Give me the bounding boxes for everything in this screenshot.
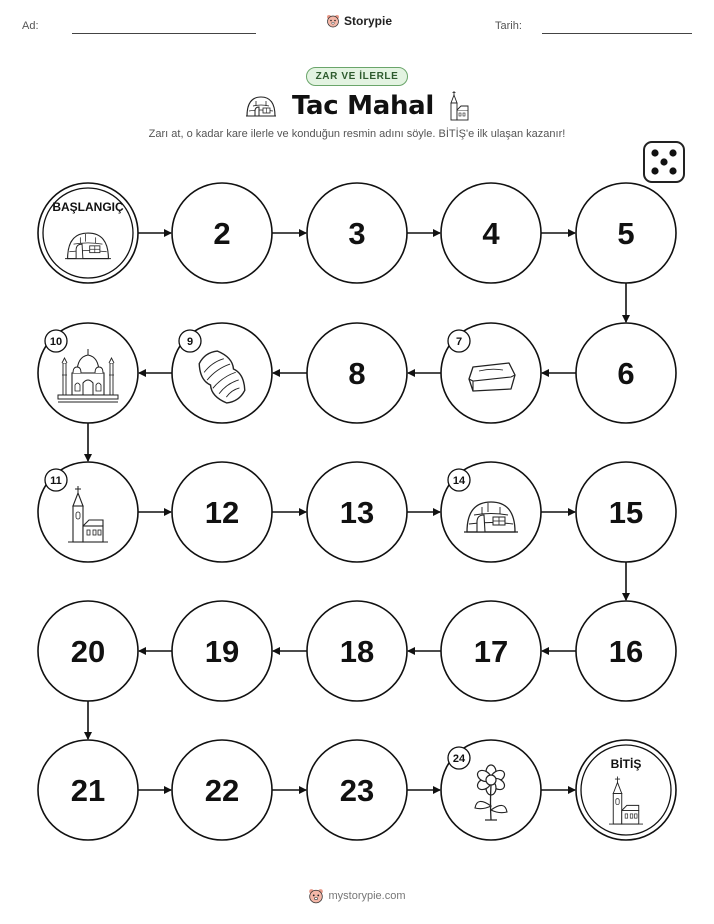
square-number: 10 bbox=[49, 336, 63, 348]
board-square-24[interactable] bbox=[441, 740, 541, 840]
square-number: 14 bbox=[452, 475, 466, 487]
square-number: 11 bbox=[50, 475, 62, 487]
square-number: 21 bbox=[70, 773, 106, 808]
square-number: 3 bbox=[348, 216, 366, 251]
square-number: 8 bbox=[348, 356, 366, 391]
square-number: 12 bbox=[204, 495, 240, 530]
square-circle bbox=[576, 740, 676, 840]
board-square-3[interactable] bbox=[307, 183, 407, 283]
board-square-5[interactable] bbox=[576, 183, 676, 283]
board-square-22[interactable] bbox=[172, 740, 272, 840]
board-square-16[interactable] bbox=[576, 601, 676, 701]
board-square-4[interactable] bbox=[441, 183, 541, 283]
board-square-13[interactable] bbox=[307, 462, 407, 562]
square-label: BAŞLANGIÇ bbox=[52, 200, 124, 214]
board-square-8[interactable] bbox=[307, 323, 407, 423]
square-number: 19 bbox=[204, 634, 240, 669]
square-number: 6 bbox=[617, 356, 635, 391]
square-number: 5 bbox=[617, 216, 635, 251]
square-number: 7 bbox=[455, 336, 463, 348]
square-number: 22 bbox=[204, 773, 240, 808]
square-number: 15 bbox=[608, 495, 644, 530]
board-square-1[interactable] bbox=[38, 183, 138, 283]
square-number: 16 bbox=[608, 634, 644, 669]
board-square-11[interactable] bbox=[38, 462, 138, 562]
brand-name: Storypie bbox=[344, 14, 393, 28]
board-square-14[interactable] bbox=[441, 462, 541, 562]
board-square-7[interactable] bbox=[441, 323, 541, 423]
square-number: 18 bbox=[339, 634, 375, 669]
footer-url[interactable]: mystorypie.com bbox=[328, 890, 406, 902]
square-number: 9 bbox=[186, 336, 194, 348]
board-square-17[interactable] bbox=[441, 601, 541, 701]
soap-icon bbox=[469, 363, 515, 391]
board-square-25[interactable] bbox=[576, 740, 676, 840]
board-square-15[interactable] bbox=[576, 462, 676, 562]
square-label: BİTİŞ bbox=[610, 757, 642, 771]
board-square-6[interactable] bbox=[576, 323, 676, 423]
footer-brand bbox=[308, 888, 405, 904]
square-number: 23 bbox=[339, 773, 375, 808]
square-number: 4 bbox=[482, 216, 500, 251]
square-number: 17 bbox=[473, 634, 509, 669]
name-label: Ad: bbox=[22, 20, 39, 32]
square-number: 2 bbox=[213, 216, 231, 251]
board-square-21[interactable] bbox=[38, 740, 138, 840]
board-square-20[interactable] bbox=[38, 601, 138, 701]
square-number: 13 bbox=[339, 495, 375, 530]
board-square-9[interactable] bbox=[172, 323, 272, 423]
square-number: 24 bbox=[452, 753, 466, 765]
bear-icon bbox=[308, 888, 324, 904]
square-number: 20 bbox=[70, 634, 106, 669]
board-square-19[interactable] bbox=[172, 601, 272, 701]
instructions-text: Zarı at, o kadar kare ilerle ve konduğun resmin adını söyle. BİTİŞ'e ilk ulaşan kazanır! bbox=[148, 128, 566, 140]
page-title: Tac Mahal bbox=[291, 91, 435, 121]
date-label: Tarih: bbox=[495, 20, 522, 32]
game-type-badge: ZAR VE İLERLE bbox=[306, 67, 409, 86]
board-square-10[interactable] bbox=[38, 323, 138, 423]
board-square-12[interactable] bbox=[172, 462, 272, 562]
board-square-2[interactable] bbox=[172, 183, 272, 283]
board-square-18[interactable] bbox=[307, 601, 407, 701]
board-square-23[interactable] bbox=[307, 740, 407, 840]
